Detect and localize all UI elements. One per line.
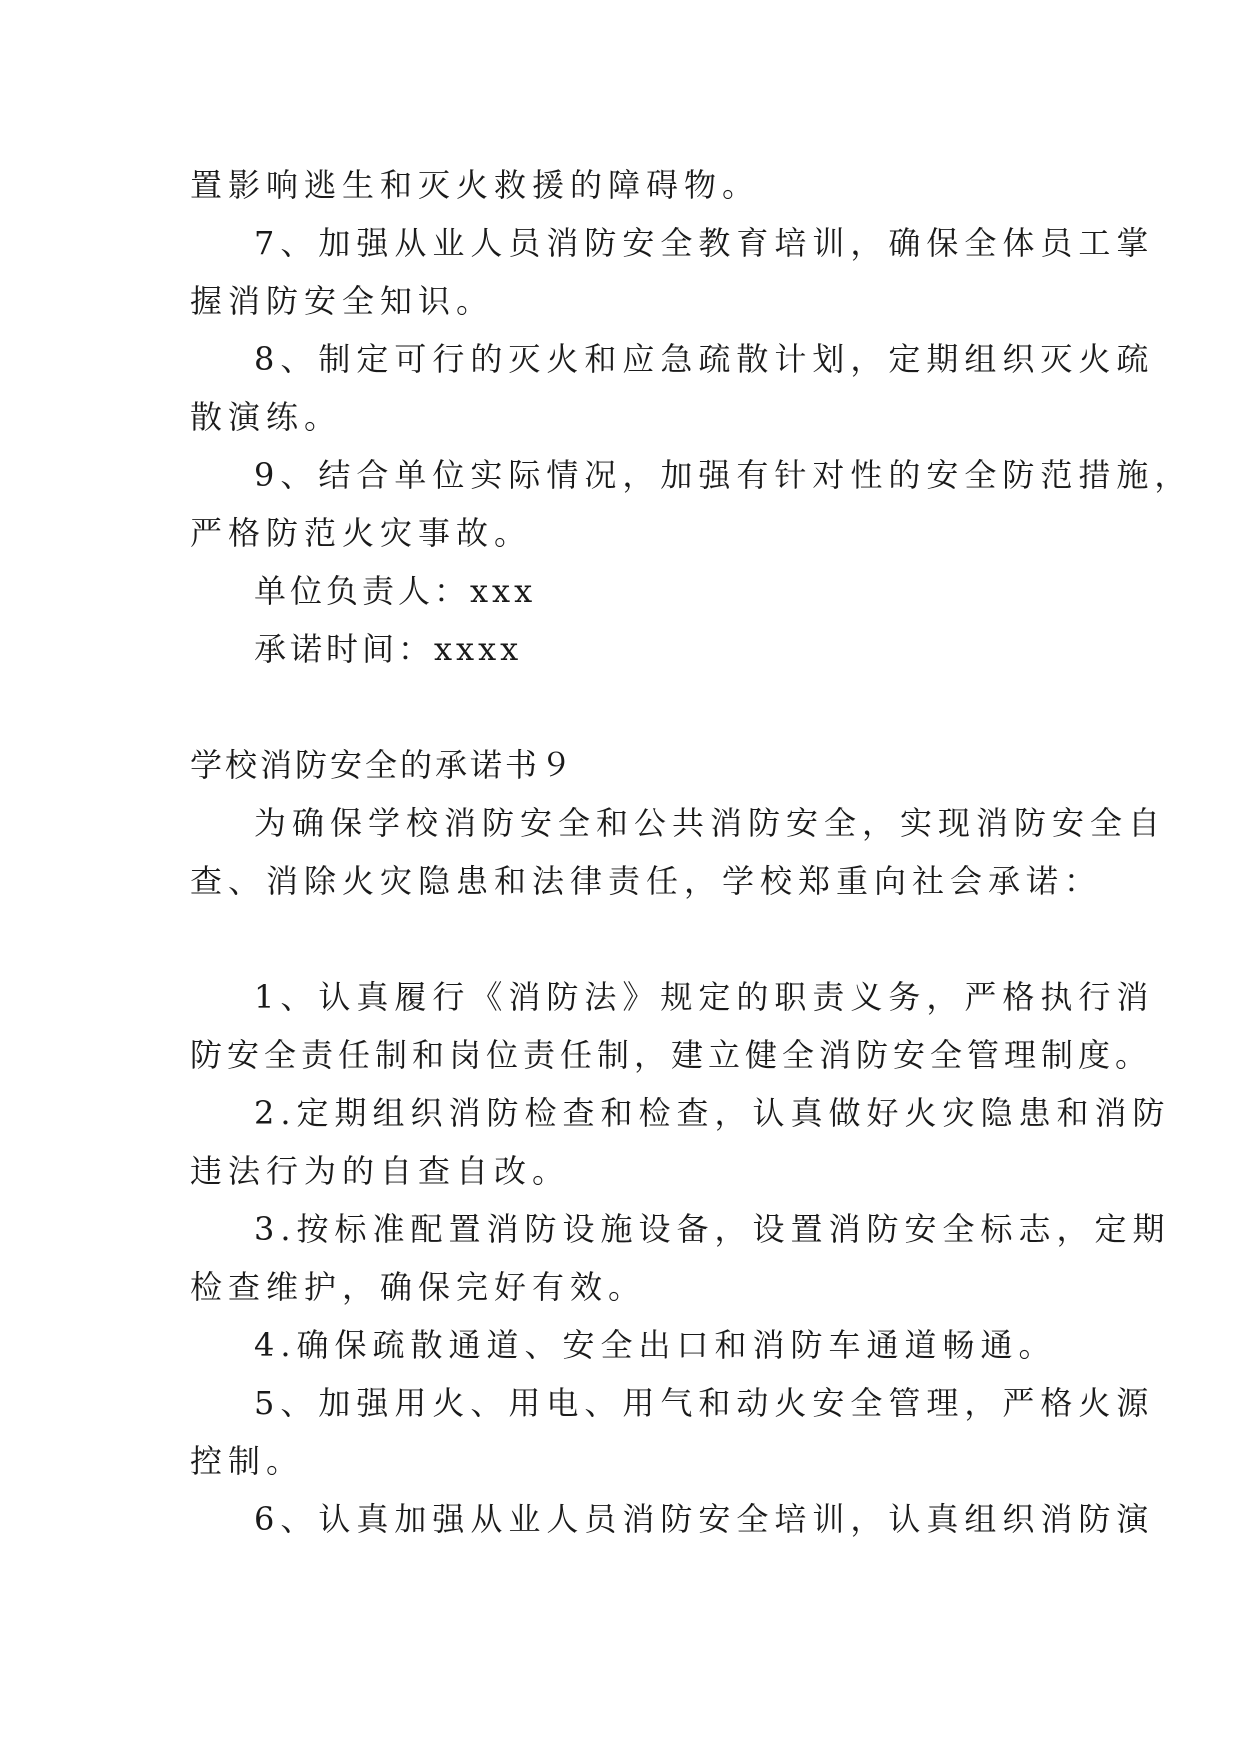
item-1-line-1: 1、认真履行《消防法》规定的职责义务，严格执行消 [254, 978, 1155, 1016]
intro-line-1: 为确保学校消防安全和公共消防安全，实现消防安全自 [254, 804, 1167, 842]
item-8-line-2: 散演练。 [190, 398, 343, 436]
text-line: 置影响逃生和灭火救援的障碍物。 [190, 166, 761, 204]
intro-line-2: 查、消除火灾隐患和法律责任，学校郑重向社会承诺： [190, 862, 1103, 900]
item-2-line-2: 违法行为的自查自改。 [190, 1152, 571, 1190]
section-title: 学校消防安全的承诺书９ [190, 746, 576, 784]
item-9-line-1: 9、结合单位实际情况，加强有针对性的安全防范措施， [254, 456, 1193, 494]
item-5-line-2: 控制。 [190, 1442, 305, 1480]
item-7-line-1: 7、加强从业人员消防安全教育培训，确保全体员工掌 [254, 224, 1155, 262]
item-1-line-2: 防安全责任制和岗位责任制，建立健全消防安全管理制度。 [190, 1036, 1153, 1074]
promise-date: 承诺时间：xxxx [254, 630, 523, 668]
item-5-line-1: 5、加强用火、用电、用气和动火安全管理，严格火源 [254, 1384, 1155, 1422]
item-6-line-1: 6、认真加强从业人员消防安全培训，认真组织消防演 [254, 1500, 1155, 1538]
item-3-line-2: 检查维护，确保完好有效。 [190, 1268, 647, 1306]
item-4-line-1: 4.确保疏散通道、安全出口和消防车通道畅通。 [254, 1326, 1057, 1364]
item-3-line-1: 3.按标准配置消防设施设备，设置消防安全标志，定期 [254, 1210, 1171, 1248]
item-7-line-2: 握消防安全知识。 [190, 282, 495, 320]
item-8-line-1: 8、制定可行的灭火和应急疏散计划，定期组织灭火疏 [254, 340, 1155, 378]
item-2-line-1: 2.定期组织消防检查和检查，认真做好火灾隐患和消防 [254, 1094, 1171, 1132]
item-9-line-2: 严格防范火灾事故。 [190, 514, 533, 552]
responsible-person: 单位负责人：xxx [254, 572, 537, 610]
